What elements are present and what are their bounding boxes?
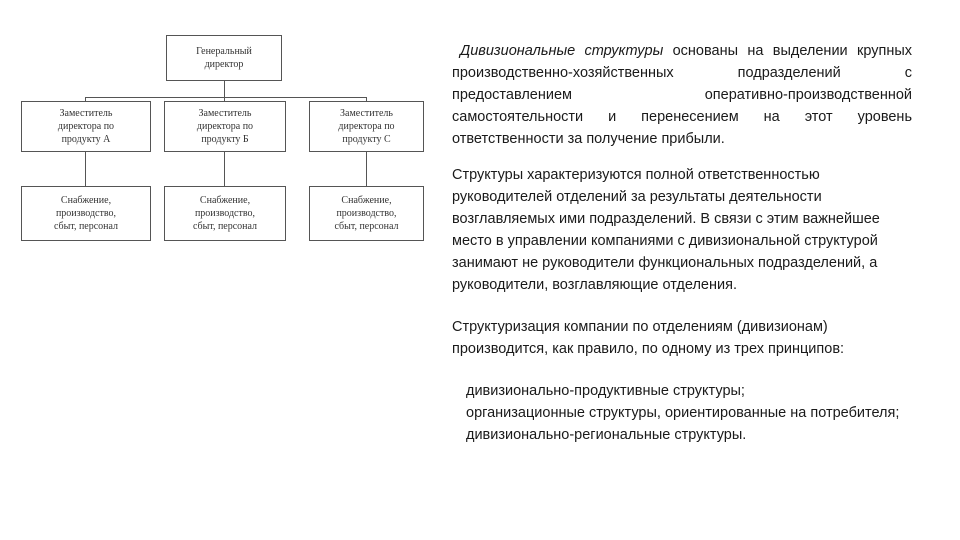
list-item: дивизионально-региональные структуры. [466, 427, 747, 443]
unit-a-box [21, 186, 151, 241]
text-column [452, 40, 912, 446]
deputy-b-label: Заместитель директора по продукту Б [196, 108, 254, 145]
general-director-label: Генеральный директор [196, 46, 252, 70]
definition-text: основаны на выделении крупных производственно-хозяйственных подразделений с предоставлением оперативно-производственной самостоятельности и перенесением на этот уровень ответственности за получение прибыли. [452, 43, 912, 147]
paragraph-principles-intro: Структуризация компании по отделениям (дивизионам) производится, как правило, по одному из трех принципов: [452, 319, 845, 357]
unit-b-label: Снабжение, производство, сбыт, персонал [192, 195, 258, 232]
connector-a-down [85, 152, 86, 186]
paragraph-responsibility: Структуры характеризуются полной ответственностью руководителей отделений за результаты деятельности возглавляемых ими подразделений. В связи с этим важнейшее место в управлении компаниями с дивизиональной структурой занимают не руководители функциональных подразделений, а руководители, возглавляющие отделения. [452, 167, 880, 293]
general-director-box [166, 35, 282, 81]
unit-a-label: Снабжение, производство, сбыт, персонал [53, 195, 119, 232]
connector-horizontal [85, 97, 366, 98]
deputy-c-box [309, 101, 424, 152]
list-item: дивизионально-продуктивные структуры; [466, 383, 745, 399]
principles-list [452, 380, 912, 446]
deputy-b-box [164, 101, 286, 152]
unit-c-box [309, 186, 424, 241]
connector-root-down [224, 81, 225, 98]
deputy-a-label: Заместитель директора по продукту А [57, 108, 115, 145]
list-item: организационные структуры, ориентированные на потребителя; [466, 405, 900, 421]
term-divisional-structures: Дивизиональные структуры [460, 43, 664, 59]
connector-b-down [224, 152, 225, 186]
deputy-c-label: Заместитель директора по продукту С [338, 108, 395, 145]
unit-c-label: Снабжение, производство, сбыт, персонал [334, 195, 399, 232]
deputy-a-box [21, 101, 151, 152]
org-chart [0, 0, 440, 300]
connector-c-down [366, 152, 367, 186]
unit-b-box [164, 186, 286, 241]
paragraph-definition [452, 40, 912, 150]
